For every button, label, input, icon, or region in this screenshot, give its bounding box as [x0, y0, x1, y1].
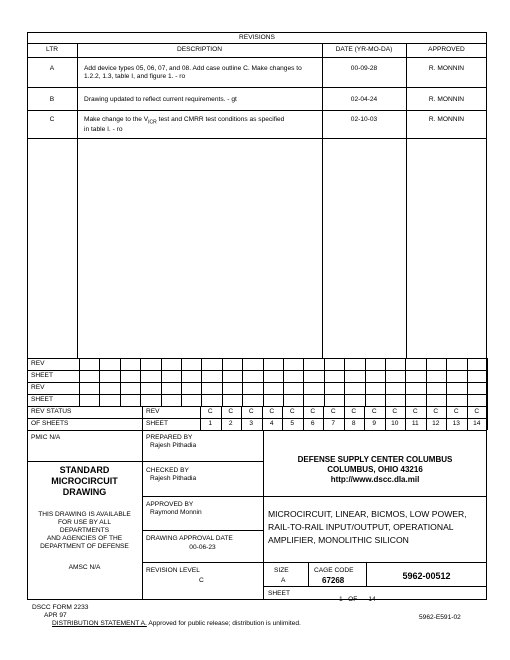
- of-sheets-label: OF SHEETS: [31, 420, 69, 427]
- rev-label: REV: [31, 360, 45, 367]
- sheet-row-label: SHEET: [146, 420, 168, 427]
- pmic-label: PMIC N/A: [31, 434, 61, 441]
- rev-status-cell: C: [453, 408, 459, 415]
- header-date: DATE (YR-MO-DA): [335, 46, 393, 53]
- rev-status-cell: C: [289, 408, 295, 415]
- sheet-number-cell: 8: [351, 420, 356, 427]
- revision-description: Drawing updated to reflect current requirements. - gt: [84, 96, 237, 103]
- drawing-title: MICROCIRCUIT, LINEAR, BICMOS, LOW POWER, RAIL-TO-RAIL INPUT/OUTPUT, OPERATIONAL AMPLIFIER, MONOLITHIC SILICON: [268, 509, 467, 545]
- header-approved: APPROVED: [428, 46, 465, 53]
- sheet-field-label: SHEET: [268, 590, 290, 597]
- amsc-label: AMSC N/A: [68, 564, 101, 571]
- sheet-number-cell: 12: [432, 420, 440, 427]
- rev-status-cell: C: [433, 408, 439, 415]
- revision-description: Make change to the $V_{ICR}$ test and CMRR test conditions as specified in table I. - ro: [84, 116, 285, 134]
- form-date: APR 97: [44, 612, 67, 619]
- rev-status-cell: C: [474, 408, 480, 415]
- revision-approver: R. MONNIN: [428, 65, 465, 72]
- standard-drawing-title: STANDARD MICROCIRCUIT DRAWING: [51, 465, 118, 497]
- sheet-number-cell: 11: [411, 420, 419, 427]
- revision-letter: A: [49, 65, 55, 72]
- revision-approver: R. MONNIN: [428, 116, 465, 123]
- sheet-label: SHEET: [31, 396, 53, 403]
- sheet-of-total: 1 OF 14: [339, 596, 376, 603]
- rev-label: REV: [31, 384, 45, 391]
- revision-level-label: REVISION LEVEL: [146, 567, 200, 574]
- sheet-number-cell: 9: [372, 420, 377, 427]
- rev-status-cell: C: [330, 408, 336, 415]
- size-label: SIZE: [274, 567, 289, 574]
- sheet-number-cell: 13: [452, 420, 460, 427]
- revisions-title: REVISIONS: [239, 34, 275, 41]
- sheet-label: SHEET: [31, 372, 53, 379]
- rev-status-cell: C: [269, 408, 275, 415]
- rev-status-label: REV STATUS: [31, 408, 72, 415]
- form-number: DSCC FORM 2233: [32, 604, 89, 611]
- revision-date: 02-04-24: [350, 96, 378, 103]
- distribution-statement: DISTRIBUTION STATEMENT A. Approved for public release; distribution is unlimited.: [52, 620, 301, 627]
- revision-date: 02-10-03: [350, 116, 378, 123]
- drawing-approval-date-label: DRAWING APPROVAL DATE: [146, 535, 233, 542]
- sheet-number-cell: 14: [473, 420, 481, 427]
- rev-status-cell: C: [248, 408, 254, 415]
- sheet-number-cell: 3: [249, 420, 254, 427]
- dscc-address: DEFENSE SUPPLY CENTER COLUMBUS COLUMBUS, OHIO 43216 http://www.dscc.dla.mil: [297, 455, 453, 484]
- revision-date: 00-09-28: [350, 65, 378, 72]
- revision-letter: B: [49, 96, 55, 103]
- rev-status-cell: C: [412, 408, 418, 415]
- header-description: DESCRIPTION: [176, 46, 223, 53]
- sheet-number-cell: 5: [290, 420, 295, 427]
- document-code: 5962-E591-02: [419, 614, 461, 621]
- sheet-number-cell: 6: [310, 420, 315, 427]
- sheet-number-cell: 10: [391, 420, 399, 427]
- prepared-by: PREPARED BY Rajesh Pithadia: [146, 434, 197, 449]
- size-value: A: [281, 577, 286, 584]
- header-ltr: LTR: [46, 46, 58, 53]
- revision-letter: C: [49, 116, 55, 123]
- cage-code: 67268: [322, 576, 345, 585]
- revision-description: Add device types 05, 06, 07, and 08. Add case outline C. Make changes to 1.2.2, 1.3, table I, and figure 1. - ro: [84, 65, 302, 80]
- approved-by: APPROVED BY Raymond Monnin: [146, 501, 202, 516]
- revision-level: C: [199, 577, 204, 584]
- checked-by: CHECKED BY Rajesh Pithadia: [146, 467, 197, 482]
- rev-status-cell: C: [310, 408, 316, 415]
- drawing-number: 5962-00512: [402, 571, 451, 581]
- rev-status-cell: C: [228, 408, 234, 415]
- rev-status-cell: C: [207, 408, 213, 415]
- sheet-number-cell: 1: [208, 420, 213, 427]
- sheet-number-cell: 2: [228, 420, 233, 427]
- rev-row-label: REV: [146, 408, 160, 415]
- cage-code-label: CAGE CODE: [314, 567, 354, 574]
- drawing-approval-date: 00-06-23: [189, 544, 216, 551]
- sheet-number-cell: 4: [269, 420, 274, 427]
- availability-statement: THIS DRAWING IS AVAILABLE FOR USE BY ALL DEPARTMENTS AND AGENCIES OF THE DEPARTMENT OF DEFENSE: [38, 511, 131, 550]
- revision-approver: R. MONNIN: [428, 96, 465, 103]
- rev-status-cell: C: [392, 408, 398, 415]
- rev-status-cell: C: [351, 408, 357, 415]
- rev-status-cell: C: [371, 408, 377, 415]
- sheet-number-cell: 7: [331, 420, 336, 427]
